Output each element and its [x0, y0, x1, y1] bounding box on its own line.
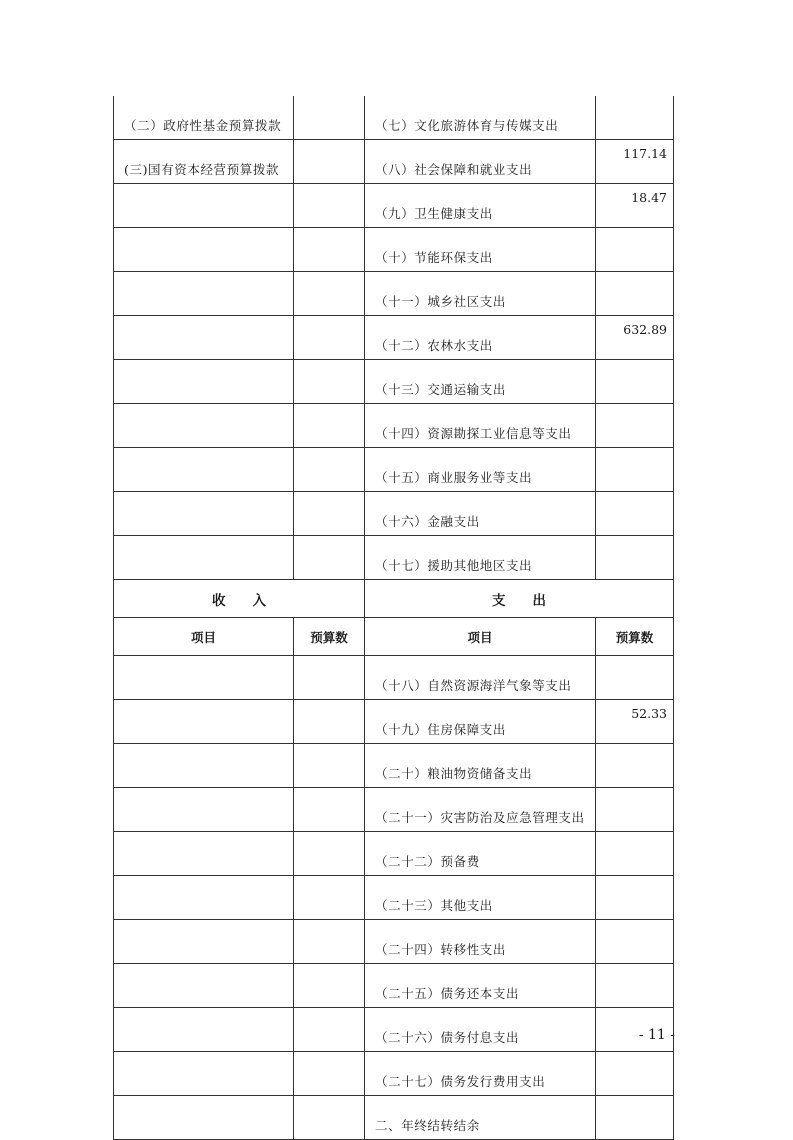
expense-item-cell: （七）文化旅游体育与传媒支出: [365, 96, 596, 140]
income-amount-cell: [294, 448, 365, 492]
expense-item-cell: （十六）金融支出: [365, 492, 596, 536]
expense-amount-cell: [596, 920, 674, 964]
income-amount-cell: [294, 184, 365, 228]
expense-item-cell: （十四）资源勘探工业信息等支出: [365, 404, 596, 448]
income-amount-cell: [294, 700, 365, 744]
income-amount-column-header: 预算数: [294, 618, 365, 656]
income-amount-cell: [294, 1096, 365, 1140]
expense-amount-cell: [596, 536, 674, 580]
table-row: [114, 360, 674, 404]
expense-amount-cell: [596, 1096, 674, 1140]
income-item-cell: [114, 448, 294, 492]
expense-item-cell: （十八）自然资源海洋气象等支出: [365, 656, 596, 700]
table-row: [114, 920, 674, 964]
expense-item-cell: （二十四）转移性支出: [365, 920, 596, 964]
income-amount-cell: [294, 228, 365, 272]
expense-item-cell: （十七）援助其他地区支出: [365, 536, 596, 580]
expense-amount-cell: [596, 876, 674, 920]
table-row: [114, 316, 674, 360]
table-row: [114, 788, 674, 832]
expense-amount-cell: [596, 964, 674, 1008]
expense-item-cell: （十五）商业服务业等支出: [365, 448, 596, 492]
income-item-cell: (三)国有资本经营预算拨款: [114, 140, 294, 184]
income-item-cell: [114, 1096, 294, 1140]
income-amount-cell: [294, 316, 365, 360]
income-amount-cell: [294, 920, 365, 964]
income-item-cell: [114, 360, 294, 404]
expense-amount-cell: 18.47: [596, 184, 674, 228]
expense-amount-cell: [596, 832, 674, 876]
expense-amount-cell: [596, 96, 674, 140]
income-item-cell: [114, 700, 294, 744]
table-row: [114, 404, 674, 448]
column-header-row: [114, 618, 674, 656]
table-row: [114, 744, 674, 788]
expense-amount-cell: 52.33: [596, 700, 674, 744]
income-amount-cell: [294, 832, 365, 876]
table-row: [114, 876, 674, 920]
expense-item-cell: （二十六）债务付息支出: [365, 1008, 596, 1052]
income-amount-cell: [294, 96, 365, 140]
income-amount-cell: [294, 1052, 365, 1096]
income-item-cell: [114, 876, 294, 920]
table-row: [114, 228, 674, 272]
expense-item-cell: （二十一）灾害防治及应急管理支出: [365, 788, 596, 832]
page-number: - 11 -: [638, 1027, 675, 1043]
income-item-cell: [114, 1008, 294, 1052]
income-item-cell: [114, 492, 294, 536]
expense-item-cell: （二十三）其他支出: [365, 876, 596, 920]
income-item-cell: [114, 744, 294, 788]
expense-amount-cell: [596, 404, 674, 448]
table-row: [114, 184, 674, 228]
income-section-header: 收 入: [114, 580, 365, 618]
expense-item-cell: （八）社会保障和就业支出: [365, 140, 596, 184]
income-amount-cell: [294, 788, 365, 832]
income-amount-cell: [294, 536, 365, 580]
income-item-cell: [114, 184, 294, 228]
table-row: [114, 832, 674, 876]
expense-item-cell: （二十）粮油物资储备支出: [365, 744, 596, 788]
table-row: [114, 964, 674, 1008]
income-item-cell: [114, 656, 294, 700]
expense-amount-cell: [596, 744, 674, 788]
table-row: [114, 140, 674, 184]
expense-item-cell: （十）节能环保支出: [365, 228, 596, 272]
income-item-cell: （二）政府性基金预算拨款: [114, 96, 294, 140]
income-amount-cell: [294, 272, 365, 316]
budget-table-header-body: [114, 580, 674, 656]
income-item-cell: [114, 964, 294, 1008]
expense-item-cell: 二、年终结转结余: [365, 1096, 596, 1140]
income-amount-cell: [294, 404, 365, 448]
expense-item-cell: （九）卫生健康支出: [365, 184, 596, 228]
income-amount-cell: [294, 492, 365, 536]
income-item-cell: [114, 228, 294, 272]
income-item-cell: [114, 832, 294, 876]
expense-item-column-header: 项目: [365, 618, 596, 656]
table-row: [114, 1008, 674, 1052]
expense-amount-cell: [596, 492, 674, 536]
expense-section-header: 支 出: [365, 580, 674, 618]
expense-item-cell: （十二）农林水支出: [365, 316, 596, 360]
expense-amount-cell: [596, 1052, 674, 1096]
income-item-cell: [114, 272, 294, 316]
income-item-cell: [114, 788, 294, 832]
expense-amount-cell: [596, 788, 674, 832]
table-row: [114, 96, 674, 140]
income-amount-cell: [294, 876, 365, 920]
income-amount-cell: [294, 140, 365, 184]
income-amount-cell: [294, 744, 365, 788]
expense-amount-cell: [596, 656, 674, 700]
expense-amount-cell: [596, 228, 674, 272]
income-item-cell: [114, 316, 294, 360]
table-row: [114, 700, 674, 744]
expense-item-cell: （二十五）债务还本支出: [365, 964, 596, 1008]
expense-amount-column-header: 预算数: [596, 618, 674, 656]
budget-table-bottom-body: [114, 656, 674, 1140]
expense-amount-cell: [596, 272, 674, 316]
expense-amount-cell: 117.14: [596, 140, 674, 184]
table-row: [114, 272, 674, 316]
table-row: [114, 656, 674, 700]
income-amount-cell: [294, 1008, 365, 1052]
table-row: [114, 536, 674, 580]
budget-table-top-body: [114, 96, 674, 580]
income-amount-cell: [294, 964, 365, 1008]
expense-item-cell: （十一）城乡社区支出: [365, 272, 596, 316]
income-amount-cell: [294, 656, 365, 700]
expense-amount-cell: [596, 360, 674, 404]
table-row: [114, 492, 674, 536]
table-row: [114, 1096, 674, 1140]
expense-item-cell: （二十七）债务发行费用支出: [365, 1052, 596, 1096]
income-item-cell: [114, 404, 294, 448]
table-row: [114, 448, 674, 492]
income-item-cell: [114, 1052, 294, 1096]
income-item-column-header: 项目: [114, 618, 294, 656]
expense-amount-cell: [596, 448, 674, 492]
budget-table: [113, 96, 674, 1140]
section-header-row: [114, 580, 674, 618]
income-amount-cell: [294, 360, 365, 404]
table-row: [114, 1052, 674, 1096]
expense-amount-cell: 632.89: [596, 316, 674, 360]
expense-item-cell: （二十二）预备费: [365, 832, 596, 876]
expense-item-cell: （十三）交通运输支出: [365, 360, 596, 404]
income-item-cell: [114, 536, 294, 580]
income-item-cell: [114, 920, 294, 964]
expense-item-cell: （十九）住房保障支出: [365, 700, 596, 744]
